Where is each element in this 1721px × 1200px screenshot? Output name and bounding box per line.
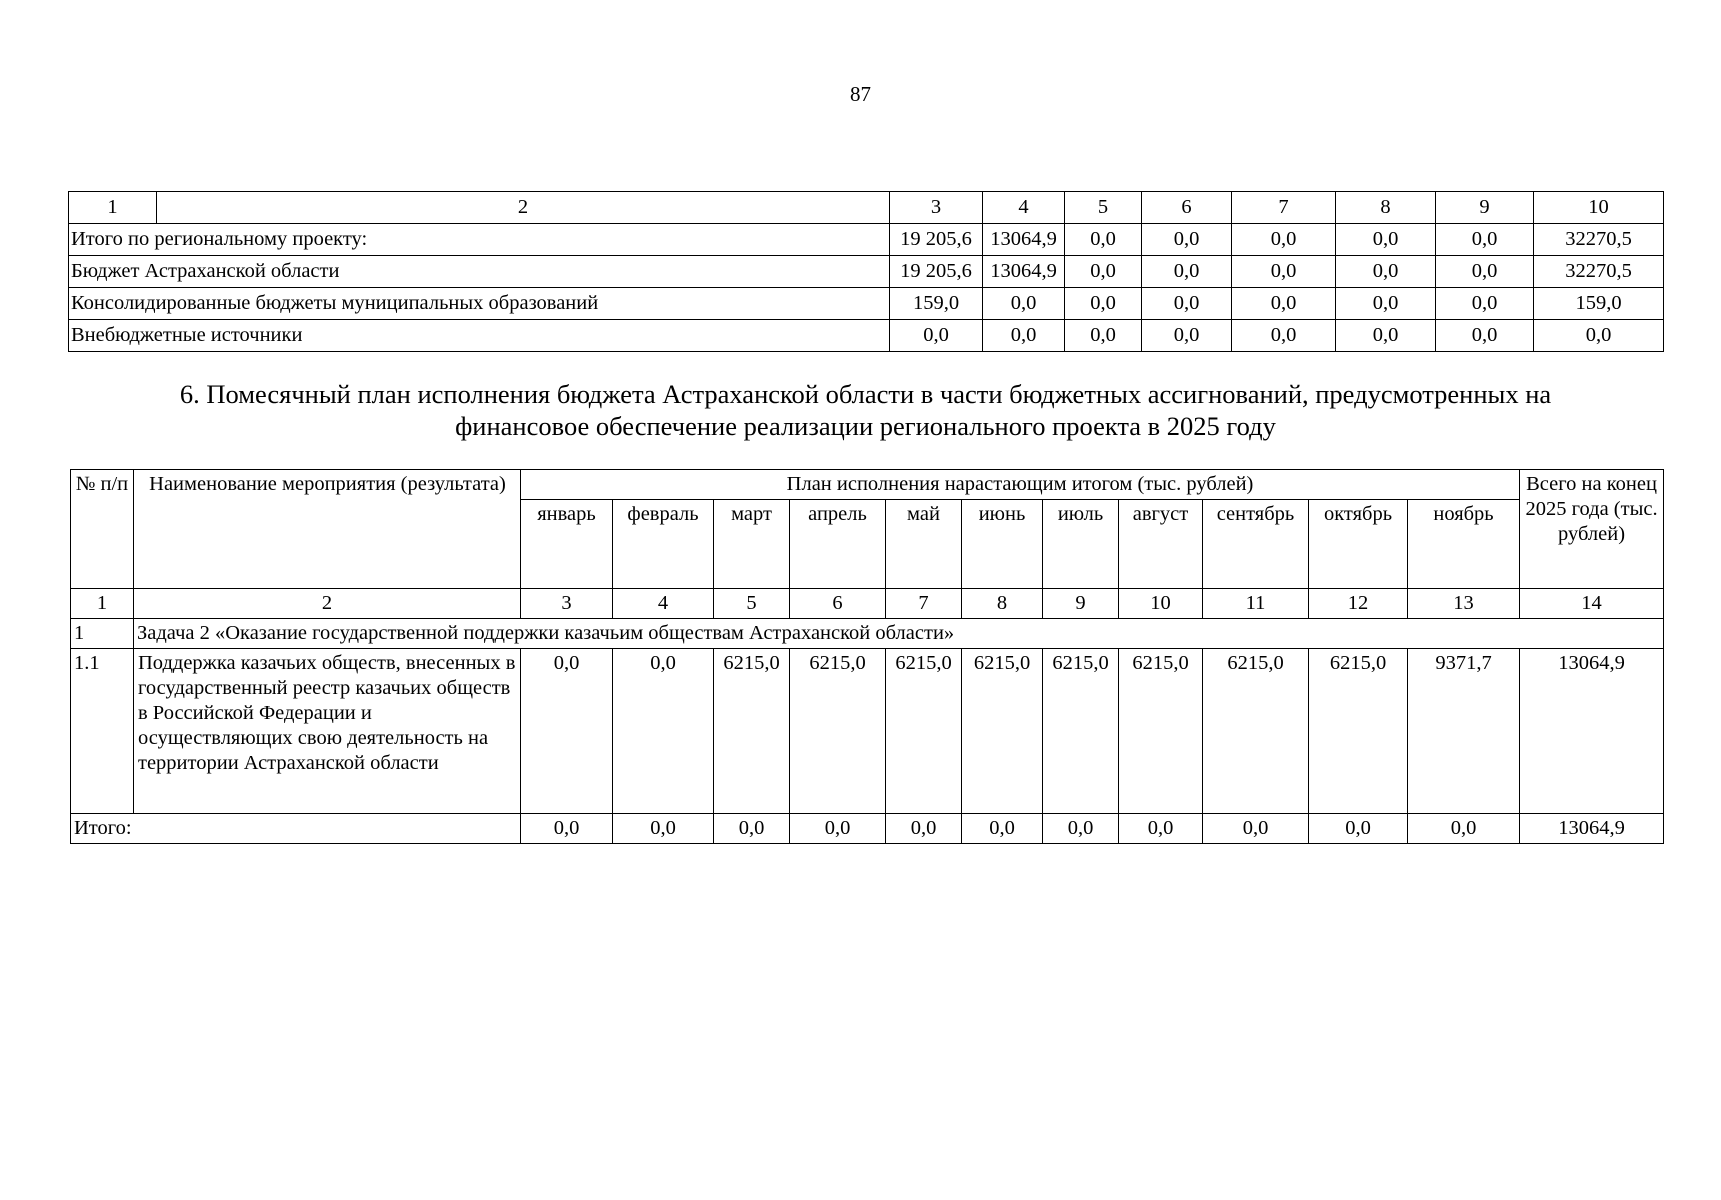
table-cell: 0,0 xyxy=(983,320,1065,352)
table-cell: 0,0 xyxy=(886,814,962,844)
table-row xyxy=(69,256,1664,288)
table-cell: 0,0 xyxy=(1336,224,1436,256)
column-number: 5 xyxy=(1065,192,1142,224)
month-header: январь xyxy=(521,500,613,589)
table-cell: 159,0 xyxy=(890,288,983,320)
column-number: 8 xyxy=(962,589,1043,619)
table-cell: 13064,9 xyxy=(983,256,1065,288)
month-header: август xyxy=(1119,500,1203,589)
column-number: 4 xyxy=(613,589,714,619)
table-cell: 0,0 xyxy=(1142,256,1232,288)
table-cell: 0,0 xyxy=(521,814,613,844)
table-cell: 6215,0 xyxy=(886,649,962,814)
task-number: 1 xyxy=(71,619,134,649)
table-header-row xyxy=(69,192,1664,224)
month-header: апрель xyxy=(790,500,886,589)
table-cell: 0,0 xyxy=(890,320,983,352)
row-label: Итого по региональному проекту: xyxy=(69,224,890,256)
table-cell: 0,0 xyxy=(1309,814,1408,844)
column-number: 11 xyxy=(1203,589,1309,619)
table-cell: 0,0 xyxy=(1436,288,1534,320)
table-cell: 0,0 xyxy=(1232,256,1336,288)
column-number: 1 xyxy=(69,192,157,224)
task-text: Задача 2 «Оказание государственной поддержки казачьим обществам Астраханской области» xyxy=(134,619,1664,649)
table-cell: 13064,9 xyxy=(1520,814,1664,844)
table-cell: 0,0 xyxy=(1142,288,1232,320)
table-row xyxy=(69,288,1664,320)
column-number: 10 xyxy=(1119,589,1203,619)
table-cell: 0,0 xyxy=(714,814,790,844)
table-cell: 19 205,6 xyxy=(890,256,983,288)
column-number: 4 xyxy=(983,192,1065,224)
table-cell: 0,0 xyxy=(790,814,886,844)
table-cell: 9371,7 xyxy=(1408,649,1520,814)
total-header: Всего на конец 2025 года (тыс. рублей) xyxy=(1520,470,1664,589)
month-header: февраль xyxy=(613,500,714,589)
table-cell: 13064,9 xyxy=(983,224,1065,256)
month-header: сентябрь xyxy=(1203,500,1309,589)
table-cell: 159,0 xyxy=(1534,288,1664,320)
task-row xyxy=(71,619,1664,649)
table-cell: 6215,0 xyxy=(1203,649,1309,814)
table-cell: 0,0 xyxy=(1436,320,1534,352)
row-label: Консолидированные бюджеты муниципальных образований xyxy=(69,288,890,320)
table-cell: 0,0 xyxy=(1408,814,1520,844)
table-cell: 0,0 xyxy=(613,649,714,814)
column-number: 9 xyxy=(1043,589,1119,619)
table-cell: 6215,0 xyxy=(1043,649,1119,814)
table-cell: 0,0 xyxy=(962,814,1043,844)
table-cell: 0,0 xyxy=(1119,814,1203,844)
funding-summary-table xyxy=(68,191,1664,352)
table-cell: 6215,0 xyxy=(1119,649,1203,814)
monthly-plan-table xyxy=(70,469,1664,844)
month-header: ноябрь xyxy=(1408,500,1520,589)
table-cell: 13064,9 xyxy=(1520,649,1664,814)
table-cell: 0,0 xyxy=(613,814,714,844)
total-row xyxy=(71,814,1664,844)
month-header: июль xyxy=(1043,500,1119,589)
month-header: июнь xyxy=(962,500,1043,589)
column-number: 1 xyxy=(71,589,134,619)
column-number: 9 xyxy=(1436,192,1534,224)
table-row xyxy=(69,224,1664,256)
activity-name-header: Наименование мероприятия (результата) xyxy=(134,470,521,589)
table-cell: 0,0 xyxy=(521,649,613,814)
table-cell: 0,0 xyxy=(1065,224,1142,256)
month-header: март xyxy=(714,500,790,589)
column-number: 6 xyxy=(1142,192,1232,224)
table-cell: 32270,5 xyxy=(1534,256,1664,288)
table-cell: 0,0 xyxy=(1043,814,1119,844)
column-number: 10 xyxy=(1534,192,1664,224)
plan-header: План исполнения нарастающим итогом (тыс. рублей) xyxy=(521,470,1520,500)
table-cell: 0,0 xyxy=(1203,814,1309,844)
row-label: Внебюджетные источники xyxy=(69,320,890,352)
column-number: 6 xyxy=(790,589,886,619)
column-number: 8 xyxy=(1336,192,1436,224)
column-number: 12 xyxy=(1309,589,1408,619)
table-header-row xyxy=(71,470,1664,500)
table-cell: 0,0 xyxy=(1336,256,1436,288)
column-number: 3 xyxy=(521,589,613,619)
section-title-line: 6. Помесячный план исполнения бюджета Астраханской области в части бюджетных ассигнований, предусмотренных на xyxy=(179,379,1552,409)
table-row xyxy=(69,320,1664,352)
table-cell: 0,0 xyxy=(1142,320,1232,352)
column-number: 7 xyxy=(1232,192,1336,224)
column-number-row xyxy=(71,589,1664,619)
column-number: 13 xyxy=(1408,589,1520,619)
table-cell: 0,0 xyxy=(1436,256,1534,288)
activity-name: Поддержка казачьих обществ, внесенных в государственный реестр казачьих обществ в Российской Федерации и осуществляющих свою деятельность на территории Астраханской области xyxy=(134,649,521,814)
table-cell: 6215,0 xyxy=(790,649,886,814)
page-number: 87 xyxy=(850,82,871,106)
column-number: 2 xyxy=(157,192,890,224)
table-cell: 19 205,6 xyxy=(890,224,983,256)
table-cell: 6215,0 xyxy=(962,649,1043,814)
total-label: Итого: xyxy=(71,814,521,844)
table-cell: 0,0 xyxy=(1065,256,1142,288)
table-cell: 0,0 xyxy=(1232,224,1336,256)
row-label: Бюджет Астраханской области xyxy=(69,256,890,288)
row-number-header: № п/п xyxy=(71,470,134,589)
table-cell: 0,0 xyxy=(1336,320,1436,352)
table-cell: 6215,0 xyxy=(1309,649,1408,814)
table-cell: 0,0 xyxy=(1436,224,1534,256)
month-header: октябрь xyxy=(1309,500,1408,589)
table-cell: 32270,5 xyxy=(1534,224,1664,256)
table-cell: 6215,0 xyxy=(714,649,790,814)
table-cell: 0,0 xyxy=(1336,288,1436,320)
column-number: 14 xyxy=(1520,589,1664,619)
column-number: 5 xyxy=(714,589,790,619)
section-title-line: финансовое обеспечение реализации регионального проекта в 2025 году xyxy=(455,411,1276,441)
table-cell: 0,0 xyxy=(1065,288,1142,320)
month-header: май xyxy=(886,500,962,589)
activity-row xyxy=(71,649,1664,814)
column-number: 2 xyxy=(134,589,521,619)
column-number: 3 xyxy=(890,192,983,224)
table-cell: 0,0 xyxy=(1232,288,1336,320)
table-cell: 0,0 xyxy=(1232,320,1336,352)
table-cell: 0,0 xyxy=(1065,320,1142,352)
column-number: 7 xyxy=(886,589,962,619)
section-title xyxy=(60,378,1671,442)
table-cell: 0,0 xyxy=(1534,320,1664,352)
activity-number: 1.1 xyxy=(71,649,134,814)
table-cell: 0,0 xyxy=(1142,224,1232,256)
table-cell: 0,0 xyxy=(983,288,1065,320)
